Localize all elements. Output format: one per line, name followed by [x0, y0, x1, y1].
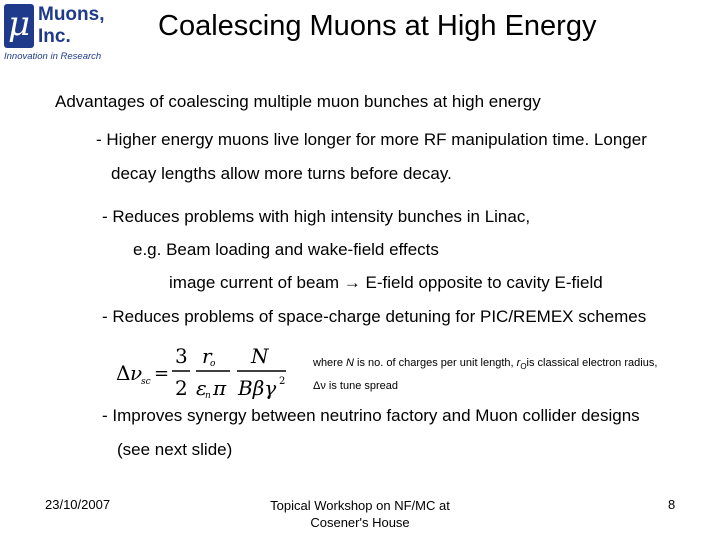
fraction1-denominator: 2	[175, 376, 188, 400]
footer-date: 23/10/2007	[45, 497, 111, 512]
fraction3-denominator-exponent: 2	[279, 376, 286, 387]
formula-note-n-symbol: N	[346, 357, 354, 369]
fraction3-denominator: Bβγ	[238, 376, 277, 400]
bullet-4-line-1: - Improves synergy between neutrino factory and Muon collider designs	[102, 406, 640, 425]
formula-note-r-subscript: O	[520, 362, 527, 372]
logo-name-line2: Inc.	[38, 26, 71, 47]
footer-workshop-line-1: Topical Workshop on NF/MC at	[270, 498, 450, 513]
fraction3-numerator: N	[251, 344, 269, 368]
fraction1-numerator: 3	[175, 344, 188, 368]
muons-inc-logo	[4, 4, 116, 62]
footer-workshop-line-2: Cosener's House	[310, 515, 410, 530]
logo-name	[38, 4, 105, 48]
formula-note-radius: is classical electron radius,	[526, 357, 658, 369]
bullet-2-line-1: - Reduces problems with high intensity bunches in Linac,	[102, 207, 531, 226]
bullet-1-line-1: - Higher energy muons live longer for more RF manipulation time. Longer	[96, 130, 647, 149]
slide-title: Coalescing Muons at High Energy	[158, 10, 597, 42]
logo-tagline: Innovation in Research	[4, 51, 102, 62]
footer-page-number: 8	[668, 497, 676, 512]
bullet-3-line-1: - Reduces problems of space-charge detuning for PIC/REMEX schemes	[102, 307, 647, 326]
bullet-2-line-2: e.g. Beam loading and wake-field effects	[133, 240, 439, 259]
formula-note-line-1	[313, 357, 657, 371]
formula-note-r-symbol: r	[516, 357, 521, 369]
fraction2-denominator-pi: π	[213, 376, 227, 400]
footer-workshop	[230, 497, 490, 531]
bullet-4-line-2: (see next slide)	[117, 440, 233, 459]
formula-nu: ν	[130, 361, 143, 385]
intro-text: Advantages of coalescing multiple muon bunches at high energy	[55, 92, 541, 111]
formula-nu-subscript: sc	[141, 377, 151, 387]
fraction2-numerator-subscript: o	[210, 359, 216, 369]
formula-note-charges: is no. of charges per unit length,	[353, 357, 517, 369]
formula-note-where: where	[313, 357, 347, 369]
fraction2-denominator-subscript: n	[205, 391, 211, 401]
formula-equals: =	[154, 363, 170, 384]
bullet-1-line-2: decay lengths allow more turns before decay.	[111, 164, 452, 183]
formula-delta: Δ	[116, 361, 131, 385]
fraction2-denominator-epsilon: ε	[196, 376, 207, 400]
formula-note-line-2: Δν is tune spread	[313, 380, 399, 392]
bullet-2-line-3: image current of beam → E-field opposite to cavity E-field	[169, 273, 603, 292]
mu-logo-icon: μ	[4, 4, 34, 48]
logo-name-line1: Muons,	[38, 4, 105, 25]
space-charge-tune-shift-formula	[116, 343, 308, 401]
fraction2-numerator-r: r	[202, 344, 212, 368]
